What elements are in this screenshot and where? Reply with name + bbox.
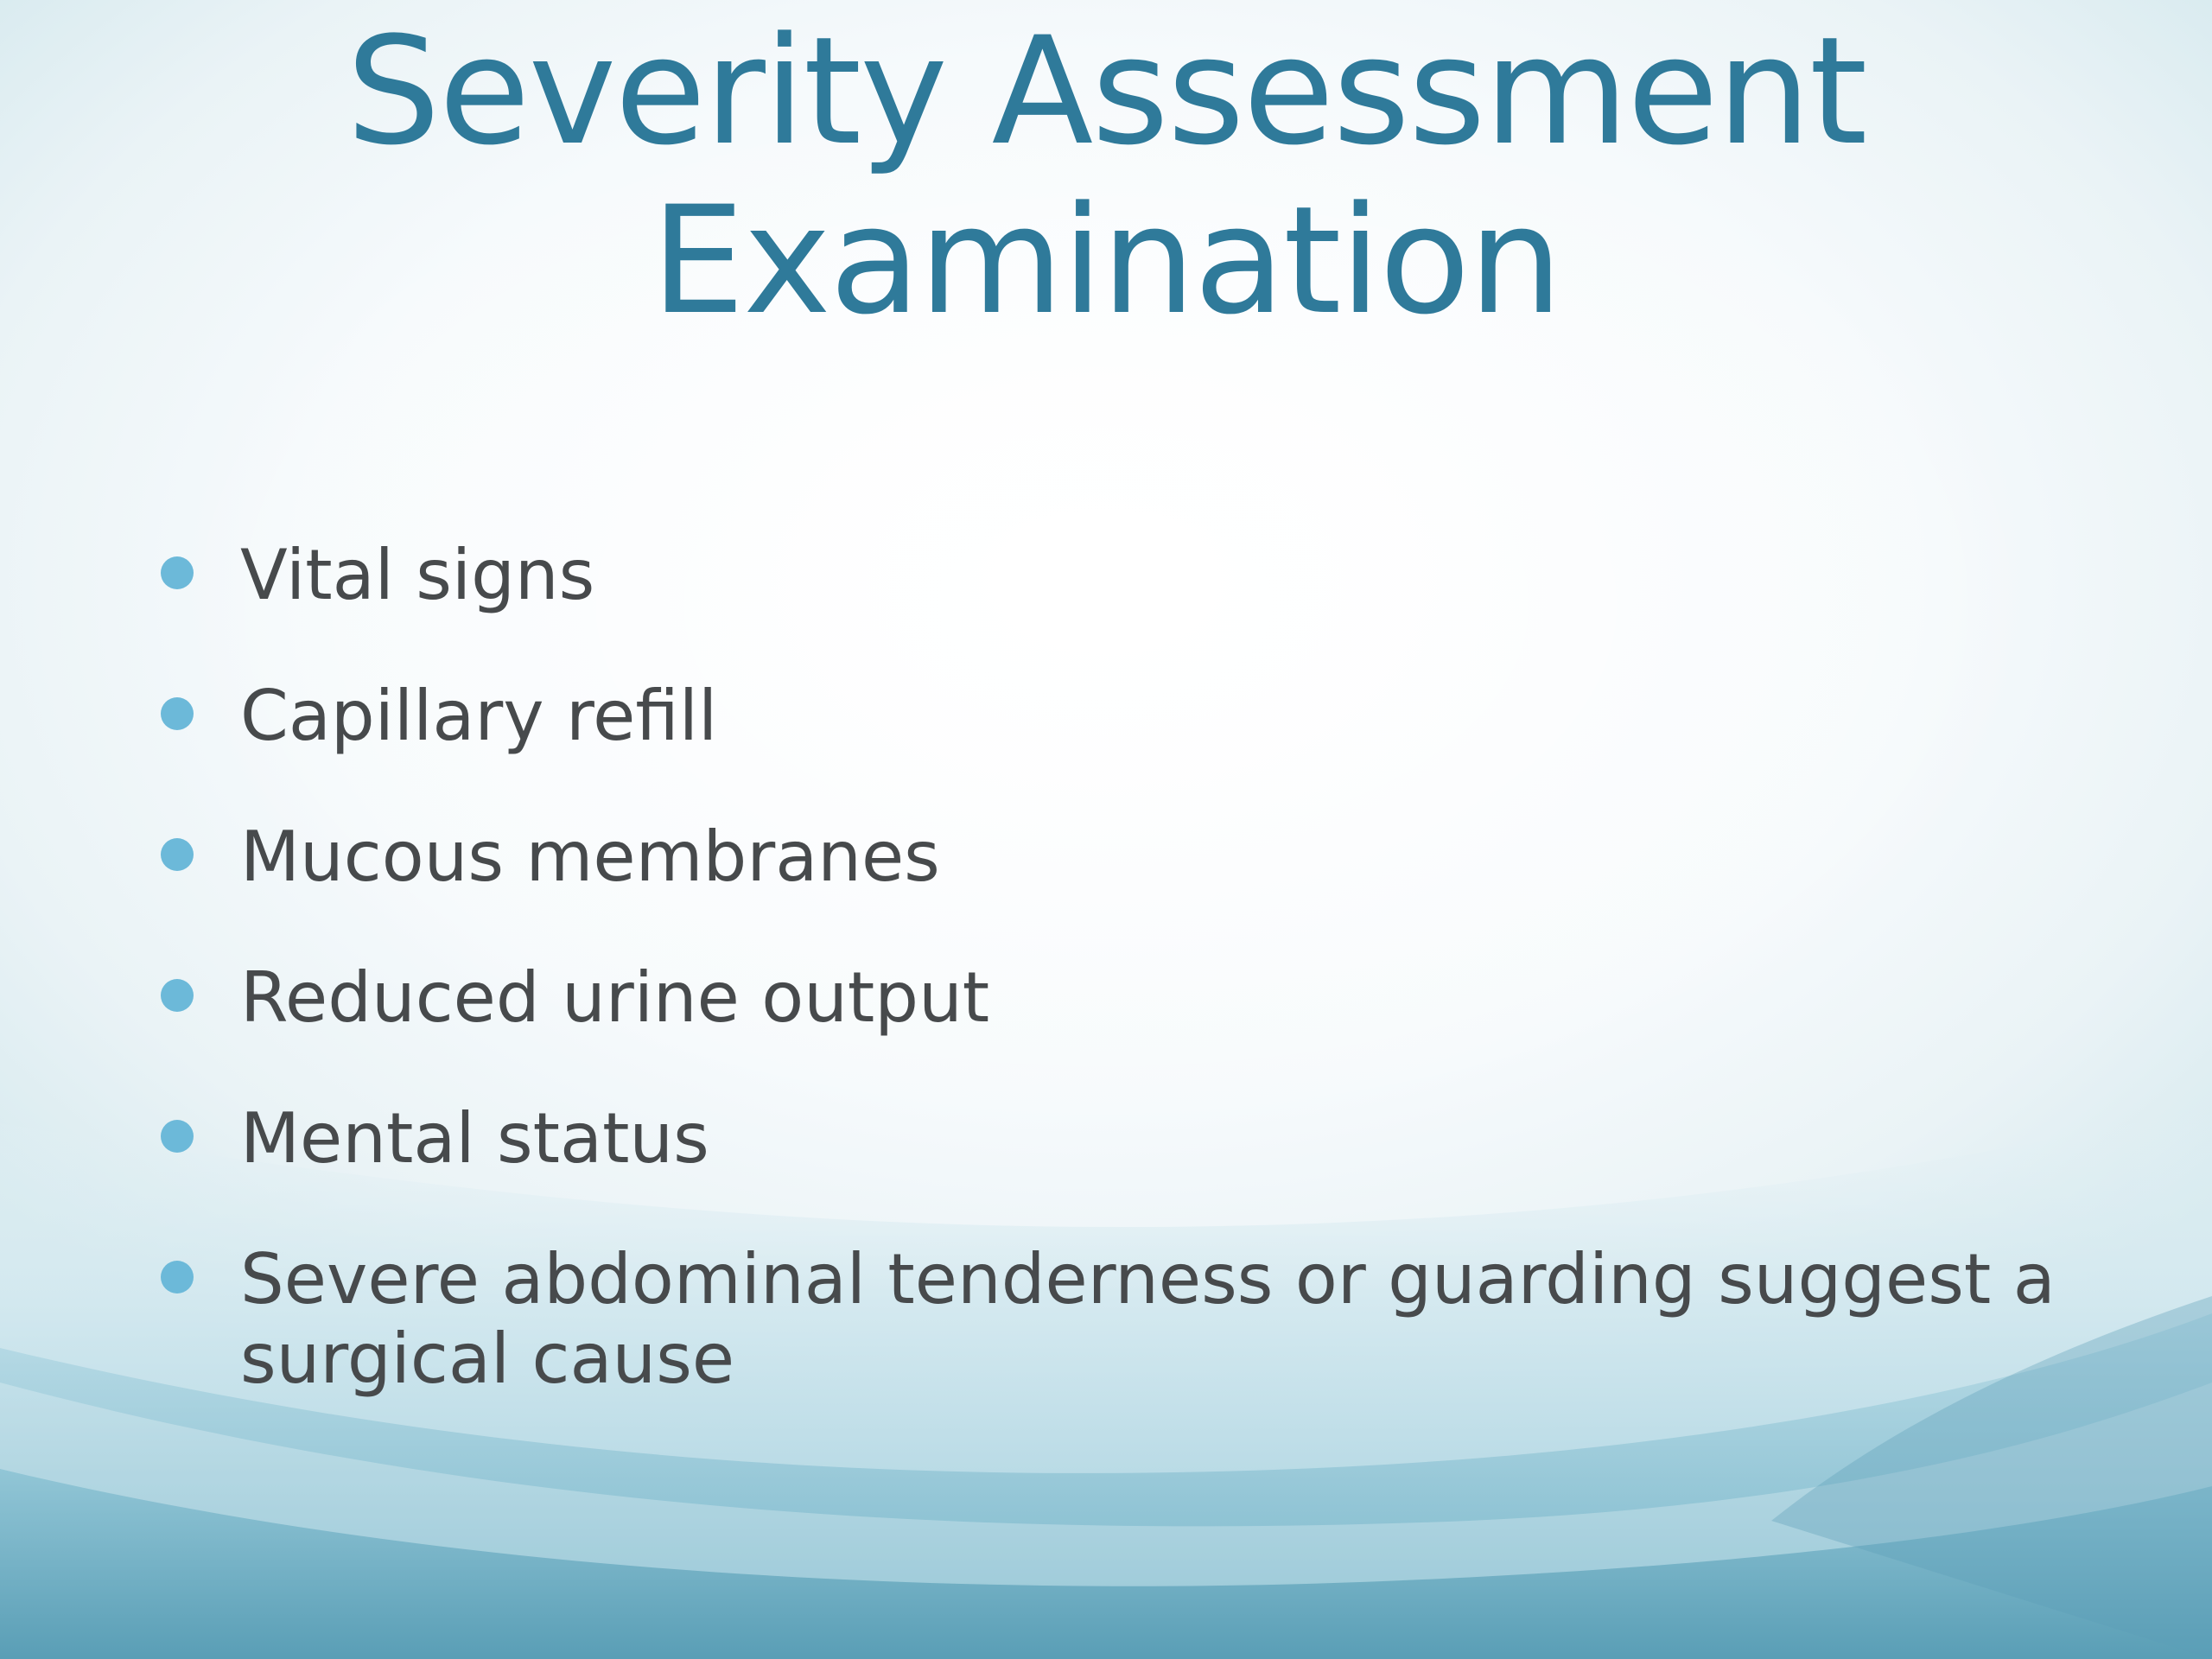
slide-title-line-2: Examination [651, 174, 1561, 347]
bullet-dot-icon [161, 697, 194, 730]
bullet-dot-icon [161, 979, 194, 1012]
slide-title-line-1: Severity Assessment [346, 4, 1866, 178]
bullet-text: Reduced urine output [240, 957, 990, 1038]
bullet-text: Mucous membranes [240, 817, 940, 897]
bullet-dot-icon [161, 556, 194, 589]
bullet-text: Mental status [240, 1098, 709, 1179]
bullet-dot-icon [161, 838, 194, 871]
bullet-text: Severe abdominal tenderness or guarding suggest a surgical cause [240, 1239, 2056, 1399]
bullet-text: Vital signs [240, 535, 595, 615]
bullet-dot-icon [161, 1261, 194, 1294]
bullet-dot-icon [161, 1120, 194, 1153]
bullet-text: Capillary refill [240, 676, 718, 756]
